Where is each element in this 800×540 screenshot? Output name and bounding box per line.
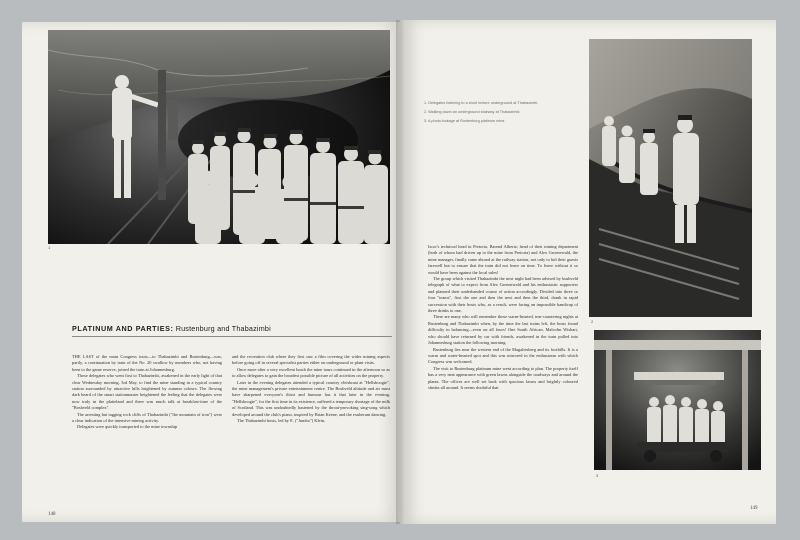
caption: 1. Delegates listening to a short lecture underground at Thabazimbi. (424, 101, 539, 105)
photo-underground-lecture-graphic (48, 30, 390, 244)
paragraph: THE LAST of the main Congress tours—to Thabazimbi and Rustenburg—was, partly, a continuation by train of the No. 20 swallow by members who, not having been to the game reserve, joined the train at Johannesburg. (72, 354, 222, 372)
section-heading-bold: PLATINUM AND PARTIES: (72, 324, 174, 333)
left-column-2 (232, 354, 390, 424)
paragraph: The arresting but tagging rock cliffs of Thabazimbi ("the mountain of iron") were a clear indication of the intensive mining activity. (72, 411, 222, 424)
paragraph: Once more after a very excellent lunch the mine tours continued in the afternoon so as to allow delegates to gain the broadest possible picture of all activities on the property. (232, 366, 390, 379)
paragraph: There are many who will remember those warm-hearted, tear-countering nights at Rustenburg and Thabazimbi when, by the time the last trains left, the hosts found difficulty in balancing—even on all fours! One South African, Malcolm Wishart, who should have returned by car with friends, awakened in the train pulled into Johannesburg station the following morning. (428, 314, 578, 346)
paragraph: Delegates were quickly transported to the mine township (77, 424, 178, 430)
paragraph: Rustenburg lies near the western end of the Magaliesberg and its foothills. It is a warm and water-hearted spot and this was mirrored in the enthusiasm with which Congress was welcomed. (428, 346, 578, 365)
paragraph: Iscor's technical head in Pretoria, Barend Albertz; head of their mining department (both of whom had driven up to the mine from Pretoria) and Alex Groenewald, the mine manager, finally came aboard at the railway station, not only to bid their guests farewell but to ensure that the train did not leave on time. To leave without it so would have been against the local rules! (428, 244, 578, 275)
paragraph: The visit to Rustenburg platinum mine went according to plan. The property itself has a very neat appearance with green lawns alongside the roadways and around the plants. The offices are well set back with spacious lawns and brightly coloured shrubs all around. It seems doubtful that (428, 365, 578, 390)
paragraph: The group which visited Thabazimbi the next night had been advised by bushveld telegraph of what to expect from Alex Groenewald and his enthusiastic supporters and planned their underhanded course of action accordingly. Divided into three or four "teams", first the one and then the next and then the third, drank in rapid succession with their hosts who, as a result, were facing an impossible handicap of three drinks to one. (428, 276, 578, 314)
left-column-1 (72, 354, 222, 431)
caption: 2. Walking down an underground stairway at Thabazimbi. (424, 110, 521, 114)
photo-platinum-mine (594, 330, 761, 470)
book-spine (396, 20, 404, 524)
section-heading (72, 324, 271, 333)
photo-underground-stairway (589, 39, 752, 317)
photo-captions (424, 99, 574, 126)
section-heading-rest: Rustenburg and Thabazimbi (173, 324, 271, 333)
photo-2-number: 2 (591, 319, 594, 324)
photo-platinum-mine-graphic (594, 330, 761, 470)
photo-underground-lecture (48, 30, 390, 244)
page-number-right: 149 (750, 506, 758, 511)
right-column-1 (428, 244, 578, 391)
heading-rule (72, 336, 392, 337)
photo-underground-stairway-graphic (589, 39, 752, 317)
photo-1-number: 1 (48, 245, 51, 250)
paragraph: The Thabazimbi hosts, led by E. ("Jumbo") Klein, (237, 418, 326, 424)
photo-3-number: 3 (596, 473, 599, 478)
paragraph: and the recreation club where they first saw a film covering the wider mining aspects before going off in several specialist parties either on underground or plant visits. (232, 354, 390, 366)
paragraph: Those delegates who went first to Thabazimbi, awakened in the early light of that clear Wednesday morning, 3rd May, to find the mine standing in a typical country station surrounded by attractive hills brightened by autumn colours. The flowing dark beard of the smart stationmaster heightened the feeling that the delegates were now truly in the platteland and there was much talk at breakfast-time of the "Boshveld complex". (72, 373, 222, 411)
caption: 3. A photo-footage at Rustenburg platinum mine. (424, 119, 506, 123)
paragraph: Later in the evening delegates attended a typical country vleisbraai at "Hellshoogte", the mine management's private entertainment centre. The Boshveld altitude and air must have sharpened everyone's thirst and humour has it that later in the evening, "Hellshoogte", for the first time in its existence, suffered a temporary shortage of the milk of Scotland. This was undoubtedly hastened by the throat-provoking sing-song which developed around the club's piano, inspired by Brian Keene, and the exuberant dancing. (232, 379, 390, 417)
page-number-left: 148 (48, 512, 56, 517)
